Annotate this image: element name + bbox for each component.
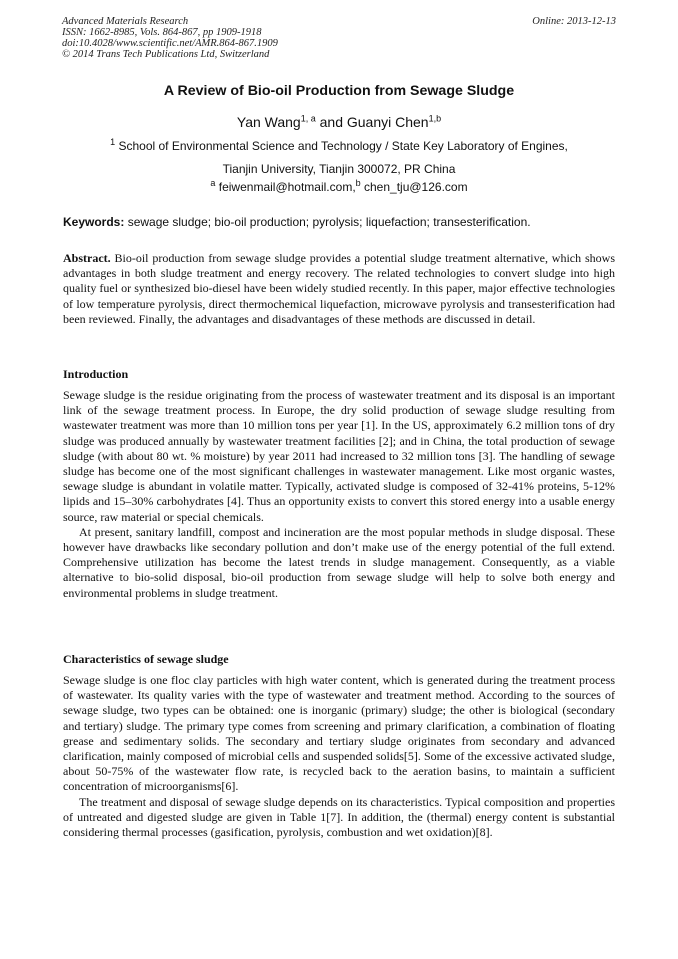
authors-line xyxy=(0,114,678,130)
abstract xyxy=(63,251,615,327)
emails-line xyxy=(0,180,678,194)
email-superscript: a xyxy=(210,178,216,188)
keywords xyxy=(63,215,615,229)
paragraph: The treatment and disposal of sewage sludge depends on its characteristics. Typical composition and properties of untreated and digested sludge are given in Table 1[7]. In addition, the (thermal) energy content is substantial considering thermal processes (gasification, pyrolysis, combustion and wet oxidation)[8]. xyxy=(63,794,615,840)
paper-title: A Review of Bio-oil Production from Sewage Sludge xyxy=(163,83,515,99)
journal-issn: ISSN: 1662-8985, Vols. 864-867, pp 1909-1918 xyxy=(62,27,262,38)
affiliation-line-1 xyxy=(0,139,678,153)
author-superscript: 1,b xyxy=(428,113,442,124)
journal-header xyxy=(62,16,278,60)
affiliation-superscript: 1 xyxy=(110,137,116,147)
paragraph: At present, sanitary landfill, compost and incineration are the most popular methods in sludge disposal. These however have drawbacks like secondary pollution and don’t make use of the energy potential of the full extend. Comprehensive utilization has become the latest trends in sludge management. Consequently, as a viable alternative to bio-solid disposal, bio-oil production from sewage sludge will help to solve both energy and environmental problems in sludge treatment. xyxy=(63,524,615,600)
paragraph: Sewage sludge is one floc clay particles with high water content, which is generated during the treatment process of wastewater. Its quality varies with the type of wastewater and treatment method. According to the sources of sewage sludge, two types can be obtained: one is inorganic (primary) sludge; the other is biological (secondary and tertiary) sludge. The primary type comes from screening and primary clarification, a combination of floating grease and sedimentary solids. The secondary and tertiary sludge originates from secondary and advanced clarification, mainly composed of microbial cells and suspended solids[5]. Some of the excessive activated sludge, about 50-75% of the wastewater flow rate, is recycled back to the aeration basins, to maintain a sufficient concentration of microorganisms[6]. xyxy=(63,673,615,794)
email-superscript: b xyxy=(355,178,361,188)
paragraph: Sewage sludge is the residue originating from the process of wastewater treatment and its disposal is an important link of the sewage treatment process. In Europe, the dry solid production of sewage sludge resulting from wastewater treatment was more than 10 million tons per year [1]. In the US, approximately 6.2 million tons of dry sludge was produced annually by wastewater treatment facilities [2]; and in China, the total production of sewage sludge (with about 80 wt. % moisture) by year 2011 had increased to 32 million tons [3]. The handling of sewage sludge has become one of the most significant challenges in wastewater management. Like most organic wastes, sewage sludge is abundant in volatile matter. Typically, activated sludge is composed of 32-41% proteins, 5-12% lipids and 15–30% carbohydrates [4]. Thus an opportunity exists to convert this stored energy into a usable energy source, raw material or special chemicals. xyxy=(63,388,615,524)
email-link[interactable]: feiwenmail@hotmail.com, xyxy=(215,180,356,194)
characteristics-body xyxy=(63,673,615,840)
journal-doi: doi:10.4028/www.scientific.net/AMR.864-867.1909 xyxy=(62,38,278,49)
author-name: Guanyi Chen xyxy=(346,114,429,130)
online-date: Online: 2013-12-13 xyxy=(532,16,616,27)
affiliation-line-2: Tianjin University, Tianjin 300072, PR China xyxy=(222,162,456,176)
introduction-body xyxy=(63,388,615,601)
abstract-label: Abstract. xyxy=(63,251,111,265)
keywords-text: sewage sludge; bio-oil production; pyrolysis; liquefaction; transesterification. xyxy=(124,215,531,229)
section-heading-characteristics: Characteristics of sewage sludge xyxy=(63,652,229,666)
section-heading-introduction: Introduction xyxy=(63,367,129,381)
keywords-label: Keywords: xyxy=(63,215,125,229)
abstract-text: Bio-oil production from sewage sludge provides a potential sludge treatment alternative, which shows advantages in both sludge treatment and energy recovery. The related technologies to convert sludge into high quality fuel or synthesized bio-diesel have been widely studied recently. In this paper, major effective technologies of low temperature pyrolysis, direct thermochemical liquefaction, microwave pyrolysis and transesterification had been reviewed. Finally, the advantages and disadvantages of these methods are discussed in detail. xyxy=(63,251,615,326)
affiliation-text: School of Environmental Science and Technology / State Key Laboratory of Engines, xyxy=(115,139,568,153)
journal-copyright: © 2014 Trans Tech Publications Ltd, Switzerland xyxy=(62,49,270,60)
author-superscript: 1, a xyxy=(300,113,316,124)
email-link[interactable]: chen_tju@126.com xyxy=(360,180,468,194)
journal-name: Advanced Materials Research xyxy=(62,16,189,27)
author-conjunction: and xyxy=(315,114,347,130)
author-name: Yan Wang xyxy=(236,114,301,130)
